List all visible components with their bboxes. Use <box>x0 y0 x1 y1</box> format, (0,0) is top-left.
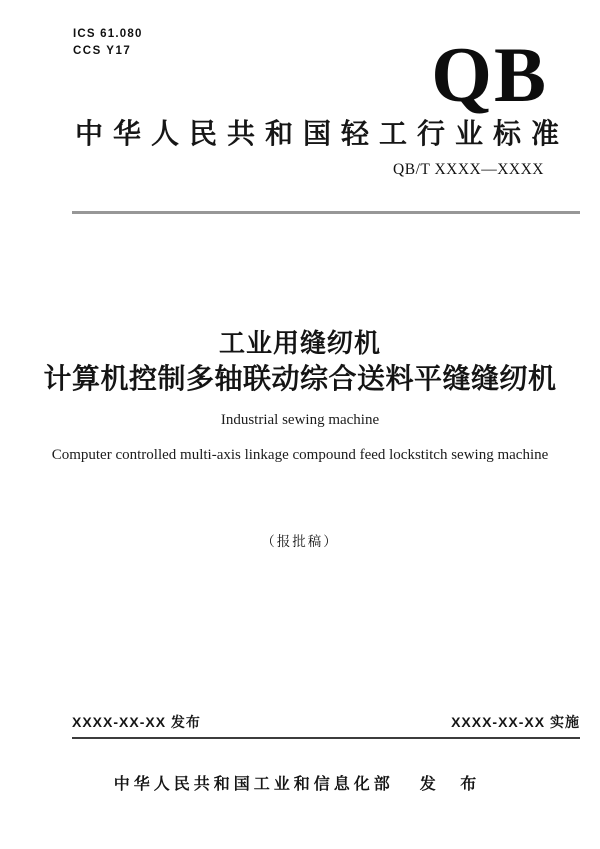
ccs-code: CCS Y17 <box>73 45 132 57</box>
title-line1: 工业用缝纫机 <box>218 328 381 358</box>
issue-date: XXXX-XX-XX 发布 <box>72 714 201 730</box>
english-title: Industrial sewing machine <box>220 412 380 428</box>
english-subtitle: Computer controlled multi-axis linkage compound feed lockstitch sewing machine <box>51 447 549 463</box>
publisher-name: 中华人民共和国工业和信息化部 <box>113 776 394 793</box>
standard-name: 中华人民共和国轻工行业标准 <box>74 118 569 149</box>
qb-logo: QB <box>431 31 548 118</box>
publish-label: 发 布 <box>419 776 487 793</box>
publisher-row <box>0 771 600 794</box>
standard-number: QB/T XXXX—XXXX <box>393 161 544 178</box>
draft-note: （报批稿） <box>261 534 339 549</box>
header-divider-line <box>72 211 580 214</box>
implement-date: XXXX-XX-XX 实施 <box>451 714 580 730</box>
ics-code: ICS 61.080 <box>73 28 143 40</box>
title-line2: 计算机控制多轴联动综合送料平缝缝纫机 <box>43 363 557 394</box>
date-row <box>72 712 580 739</box>
